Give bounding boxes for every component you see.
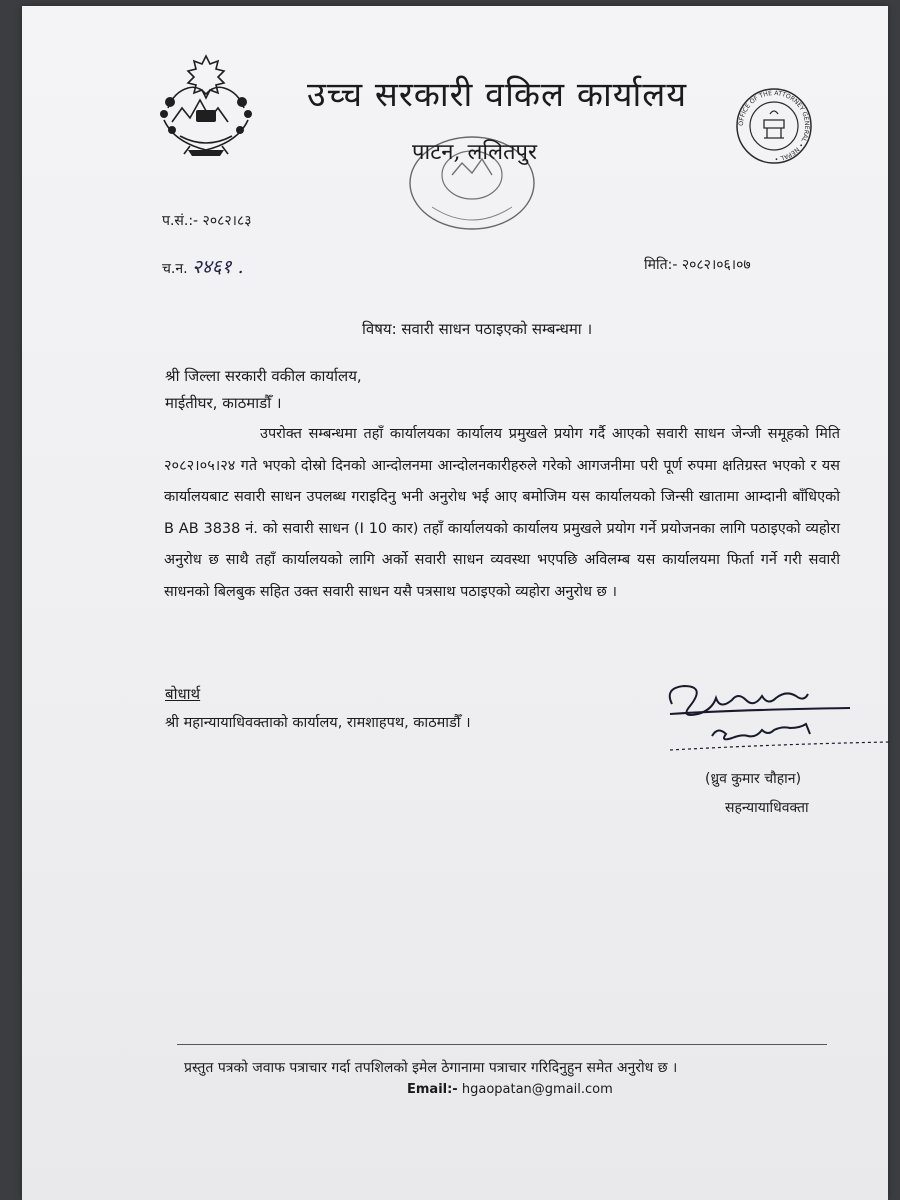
cc-recipient: श्री महान्यायाधिवक्ताको कार्यालय, रामशाहपथ, काठमाडौँ । [165, 715, 471, 731]
footer-divider [177, 1044, 827, 1045]
svg-text:OFFICE OF THE ATTORNEY GENERAL: OFFICE OF THE ATTORNEY GENERAL • NEPAL • [737, 89, 811, 163]
footer-email-line [407, 1082, 613, 1097]
recipient-line-1: श्री जिल्ला सरकारी वकील कार्यालय, [165, 367, 362, 385]
letter-date: मिति:- २०८२।०६।०७ [644, 257, 751, 273]
chalani-number-row [162, 253, 244, 279]
signatory-name: (ध्रुव कुमार चौहान) [705, 771, 802, 787]
chalani-label: च.न. [162, 261, 188, 277]
chalani-number: २४६१ . [192, 256, 244, 278]
letter-body: उपरोक्त सम्बन्धमा तहाँ कार्यालयका कार्यालय प्रमुखले प्रयोग गर्दै आएको सवारी साधन जेन्जी समूहको मिति २०८२।०५।२४ गते भएको दोस्रो दिनको आन्दोलनमा आन्दोलनकारीहरुले गरेको आगजनीमा परी पूर्ण रुपमा क्षतिग्रस्त भएको र यस कार्यालयबाट सवारी साधन उपलब्ध गराइदिनु भनी अनुरोध भई आए बमोजिम यस कार्यालयको जिन्सी खातामा आम्दानी बाँधिएको B AB 3838 नं. को सवारी साधन (I 10 कार) तहाँ कार्यालयको कार्यालय प्रमुखले प्रयोग गर्ने प्रयोजनका लागि पठाइएको व्यहोरा अनुरोध छ साथै तहाँ कार्यालयको लागि अर्को सवारी साधन व्यवस्था भएपछि अविलम्ब यस कार्यालयमा फिर्ता गर्ने गरी सवारी साधनको बिलबुक सहित उक्त सवारी साधन यसै पत्रसाथ पठाइएको व्यहोरा अनुरोध छ । [164, 426, 840, 600]
nepal-emblem-icon [150, 50, 262, 160]
email-label: Email:- [407, 1082, 458, 1097]
cc-label: बोधार्थ [165, 685, 201, 703]
attorney-general-seal-icon [734, 86, 814, 166]
signatory-designation: सहन्यायाधिवक्ता [725, 800, 809, 816]
office-title: उच्च सरकारी वकिल कार्यालय [307, 75, 688, 115]
letter-subject: विषय: सवारी साधन पठाइएको सम्बन्धमा । [362, 320, 593, 338]
recipient-line-2: माईतीघर, काठमाडौँ । [165, 394, 282, 412]
handwritten-signature-icon [652, 674, 892, 774]
letter-page [22, 6, 888, 1200]
email-address[interactable]: hgaopatan@gmail.com [461, 1082, 613, 1097]
office-location: पाटन, ललितपुर [412, 140, 538, 165]
footer-note: प्रस्तुत पत्रको जवाफ पत्राचार गर्दा तपशिलको इमेल ठेगानामा पत्राचार गरिदिनुहुन समेत अनुरोध छ । [184, 1060, 678, 1076]
patra-sankhya: प.सं.:- २०८२।८३ [162, 213, 252, 229]
